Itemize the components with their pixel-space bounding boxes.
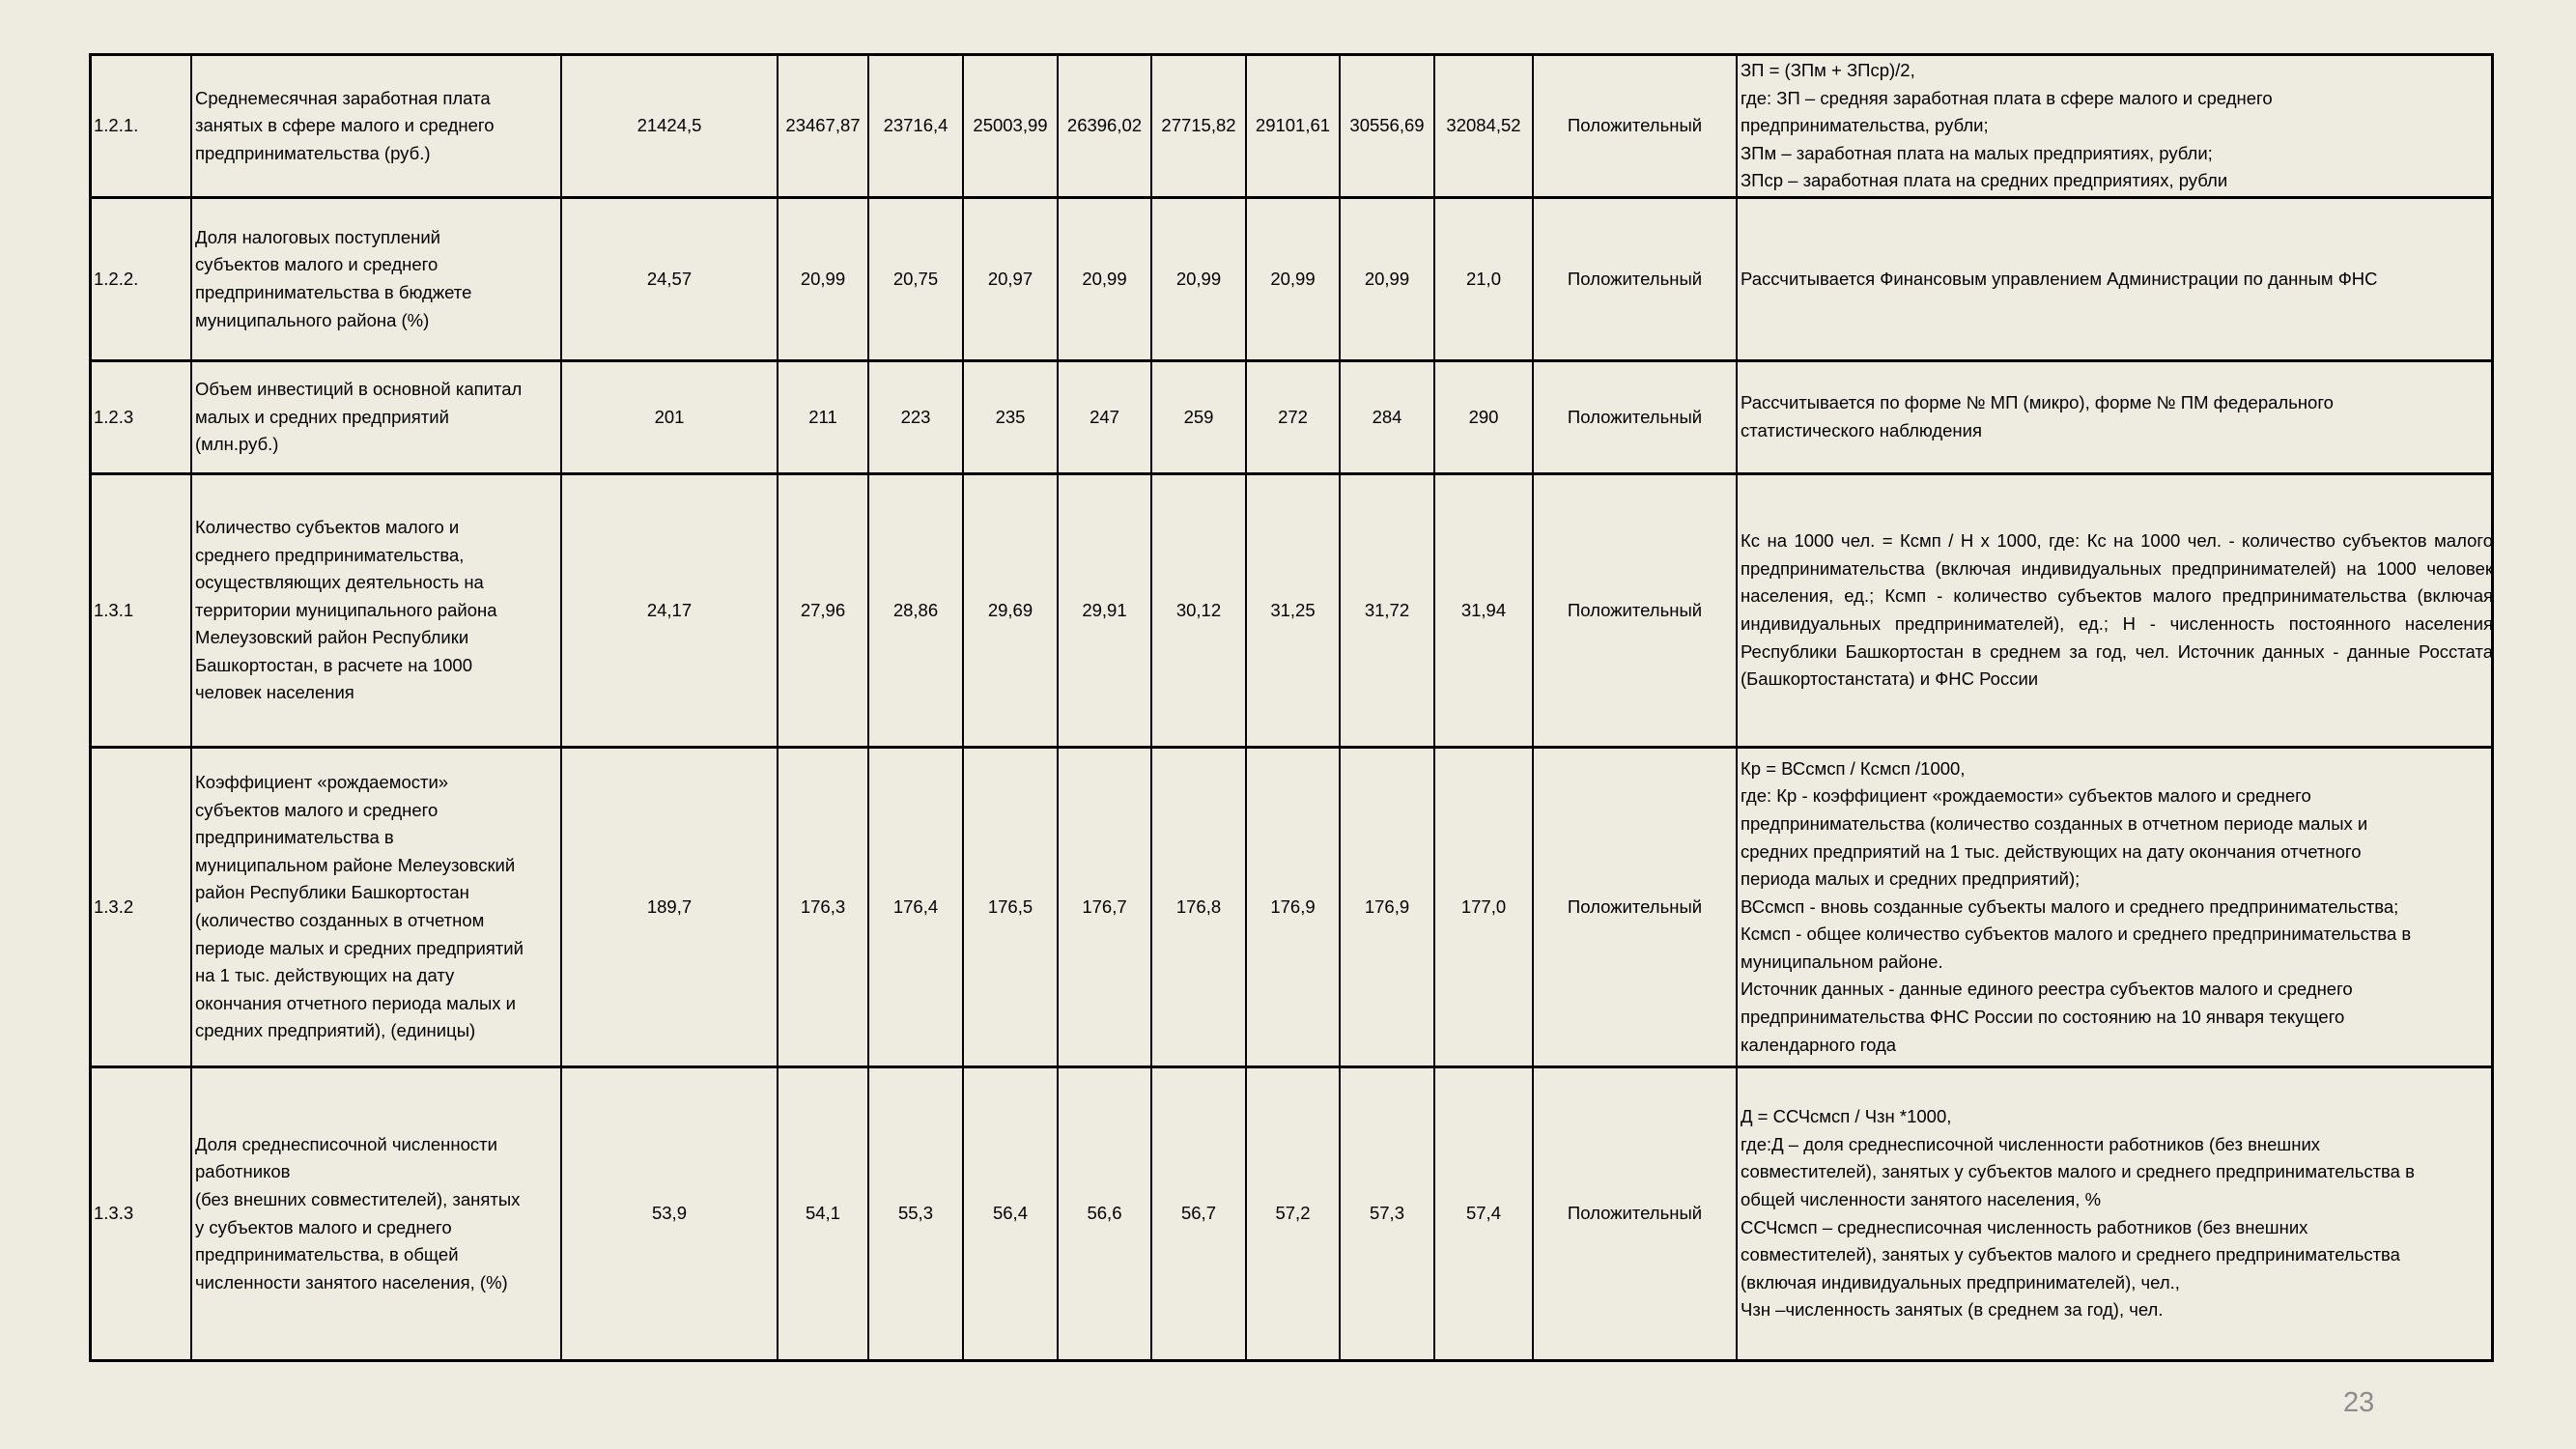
indicator-value: 24,57 bbox=[646, 268, 693, 289]
indicator-value: 177,0 bbox=[1460, 895, 1507, 917]
indicator-value: 290 bbox=[1468, 406, 1499, 427]
indicator-value-cell bbox=[778, 475, 869, 746]
indicators-table bbox=[89, 53, 2494, 1362]
indicator-value: 56,4 bbox=[992, 1203, 1028, 1224]
indicator-method: ЗП = (ЗПм + ЗПср)/2, где: ЗП – средняя заработная плата в сфере малого и среднего предпринимательства, рубли; ЗПм – заработная плата на малых предприятиях, рубли; ЗПср – заработная плата на средних предприятиях, рубли bbox=[1741, 60, 2273, 191]
indicator-value: 176,9 bbox=[1270, 895, 1316, 917]
indicator-value-cell bbox=[1059, 199, 1152, 359]
indicator-value-cell bbox=[869, 749, 964, 1065]
indicator-code: 1.2.3 bbox=[94, 406, 134, 427]
indicator-value: 31,25 bbox=[1270, 599, 1316, 620]
indicator-value: 176,5 bbox=[987, 895, 1033, 917]
indicator-value-cell bbox=[1059, 56, 1152, 196]
indicator-value-cell bbox=[1152, 199, 1247, 359]
indicator-value: 223 bbox=[900, 406, 931, 427]
indicator-method-cell bbox=[1738, 362, 2497, 472]
indicator-value-cell bbox=[964, 1068, 1059, 1359]
indicator-value: 20,97 bbox=[987, 268, 1033, 289]
indicator-value-cell bbox=[562, 199, 778, 359]
indicator-name: Доля среднесписочной численности работников (без внешних совместителей), занятых у субъектов малого и среднего предпринимательства, в общей численности занятого населения, (%) bbox=[195, 1133, 521, 1293]
indicator-value-cell bbox=[869, 56, 964, 196]
indicator-value-cell bbox=[1152, 749, 1247, 1065]
indicator-value-cell bbox=[1059, 749, 1152, 1065]
indicator-value-cell bbox=[964, 475, 1059, 746]
indicator-value: 20,75 bbox=[892, 268, 939, 289]
indicator-value-cell bbox=[1247, 749, 1341, 1065]
indicator-method-cell bbox=[1738, 1068, 2497, 1359]
indicator-value: 57,4 bbox=[1465, 1203, 1501, 1224]
indicator-value-cell bbox=[562, 362, 778, 472]
indicator-value: 32084,52 bbox=[1446, 115, 1521, 136]
indicator-value-cell bbox=[1435, 475, 1534, 746]
indicator-trend-cell bbox=[1534, 1068, 1738, 1359]
indicator-value-cell bbox=[1435, 362, 1534, 472]
indicator-value: 30556,69 bbox=[1349, 115, 1425, 136]
indicator-value-cell bbox=[562, 56, 778, 196]
indicator-value: 284 bbox=[1372, 406, 1402, 427]
indicator-value-cell bbox=[869, 199, 964, 359]
indicator-trend-cell bbox=[1534, 56, 1738, 196]
indicator-value: 235 bbox=[995, 406, 1026, 427]
table-row bbox=[92, 56, 2491, 199]
indicator-value-cell bbox=[1435, 749, 1534, 1065]
indicator-value-cell bbox=[778, 56, 869, 196]
indicator-value: 24,17 bbox=[646, 599, 693, 620]
indicator-value: 20,99 bbox=[1082, 268, 1127, 289]
indicator-trend: Положительный bbox=[1567, 268, 1703, 289]
indicator-value-cell bbox=[964, 749, 1059, 1065]
indicator-name-cell bbox=[192, 199, 562, 359]
indicator-name-cell bbox=[192, 1068, 562, 1359]
table-row bbox=[92, 749, 2491, 1068]
indicator-name-cell bbox=[192, 475, 562, 746]
indicator-value: 31,72 bbox=[1364, 599, 1410, 620]
indicator-value: 20,99 bbox=[1364, 268, 1410, 289]
table-row bbox=[92, 362, 2491, 475]
indicator-value-cell bbox=[1341, 1068, 1435, 1359]
indicator-value: 57,3 bbox=[1369, 1203, 1404, 1224]
indicator-value: 23716,4 bbox=[883, 115, 948, 136]
indicator-value: 29,91 bbox=[1082, 599, 1127, 620]
indicator-name: Доля налоговых поступлений субъектов малого и среднего предпринимательства в бюджете муниципального района (%) bbox=[195, 226, 472, 330]
indicator-value-cell bbox=[778, 362, 869, 472]
indicator-trend: Положительный bbox=[1567, 406, 1703, 427]
indicator-value-cell bbox=[1247, 475, 1341, 746]
indicator-name: Количество субъектов малого и среднего предпринимательства, осуществляющих деятельность на территории муниципального района Мелеузовский район Республики Башкортостан, в расчете на 1000 человек населения bbox=[195, 516, 497, 703]
indicator-value-cell bbox=[562, 1068, 778, 1359]
indicator-value-cell bbox=[1247, 362, 1341, 472]
indicator-value-cell bbox=[1341, 362, 1435, 472]
indicator-name-cell bbox=[192, 749, 562, 1065]
indicator-name-cell bbox=[192, 56, 562, 196]
indicator-value-cell bbox=[1341, 56, 1435, 196]
indicator-value: 28,86 bbox=[892, 599, 939, 620]
indicator-value: 27,96 bbox=[800, 599, 846, 620]
indicator-name: Объем инвестиций в основной капитал малых и средних предприятий (млн.руб.) bbox=[195, 379, 523, 455]
indicator-method-cell bbox=[1738, 56, 2497, 196]
indicator-value-cell bbox=[778, 199, 869, 359]
indicator-value: 53,9 bbox=[651, 1203, 687, 1224]
indicator-value: 31,94 bbox=[1460, 599, 1507, 620]
indicator-value: 176,3 bbox=[800, 895, 846, 917]
indicator-method-cell bbox=[1738, 199, 2497, 359]
indicator-value-cell bbox=[778, 1068, 869, 1359]
indicator-value: 259 bbox=[1183, 406, 1214, 427]
indicator-value-cell bbox=[562, 475, 778, 746]
indicator-value: 20,99 bbox=[800, 268, 846, 289]
indicator-code: 1.2.2. bbox=[94, 268, 139, 289]
indicator-value: 21,0 bbox=[1465, 268, 1501, 289]
indicator-value: 55,3 bbox=[897, 1203, 933, 1224]
indicator-value: 21424,5 bbox=[637, 115, 702, 136]
indicator-value-cell bbox=[1059, 362, 1152, 472]
indicator-code-cell bbox=[92, 1068, 192, 1359]
indicator-value-cell bbox=[1435, 56, 1534, 196]
indicator-value-cell bbox=[869, 1068, 964, 1359]
indicator-name-cell bbox=[192, 362, 562, 472]
indicator-method: Д = ССЧсмсп / Чзн *1000, где:Д – доля среднесписочной численности работников (без внешних совместителей), занятых у субъектов малого и среднего предпринимательства в общей численности занятого населения, % ССЧсмсп – среднесписочная численность работников (без внешних совместителей), занятых у субъектов малого и среднего предпринимательства (включая индивидуальных предпринимателей), чел., Чзн –численность занятых (в среднем за год), чел. bbox=[1741, 1106, 2415, 1321]
indicator-trend-cell bbox=[1534, 475, 1738, 746]
indicator-value-cell bbox=[778, 749, 869, 1065]
indicator-value: 54,1 bbox=[805, 1203, 840, 1224]
indicator-value-cell bbox=[1152, 475, 1247, 746]
indicator-value: 176,7 bbox=[1082, 895, 1127, 917]
indicator-name: Среднемесячная заработная плата занятых в сфере малого и среднего предпринимательства (руб.) bbox=[195, 87, 495, 163]
indicator-value: 20,99 bbox=[1270, 268, 1316, 289]
indicator-value: 56,6 bbox=[1087, 1203, 1122, 1224]
indicator-value-cell bbox=[1247, 56, 1341, 196]
indicator-value-cell bbox=[1059, 475, 1152, 746]
indicator-value-cell bbox=[1152, 56, 1247, 196]
indicator-value-cell bbox=[964, 56, 1059, 196]
indicator-value-cell bbox=[1435, 199, 1534, 359]
indicator-value: 201 bbox=[654, 406, 685, 427]
indicator-value: 176,4 bbox=[892, 895, 939, 917]
indicator-code: 1.3.2 bbox=[94, 895, 134, 917]
indicator-code: 1.2.1. bbox=[94, 115, 139, 136]
table-row bbox=[92, 475, 2491, 749]
indicator-value-cell bbox=[869, 475, 964, 746]
indicator-code-cell bbox=[92, 199, 192, 359]
indicator-code: 1.3.3 bbox=[94, 1203, 134, 1224]
indicator-value-cell bbox=[964, 362, 1059, 472]
indicator-code-cell bbox=[92, 56, 192, 196]
indicator-value: 26396,02 bbox=[1066, 115, 1143, 136]
indicator-value: 272 bbox=[1278, 406, 1308, 427]
indicator-name: Коэффициент «рождаемости» субъектов малого и среднего предпринимательства в муниципальном районе Мелеузовский район Республики Башкортостан (количество созданных в отчетном периоде малых и средних предприятий на 1 тыс. действующих на дату окончания отчетного периода малых и средних предприятий), (единицы) bbox=[195, 772, 524, 1041]
indicator-value: 56,7 bbox=[1180, 1203, 1216, 1224]
indicator-trend: Положительный bbox=[1567, 895, 1703, 917]
indicator-method: Рассчитывается по форме № МП (микро), форме № ПМ федерального статистического наблюдения bbox=[1741, 392, 2334, 440]
indicator-value: 23467,87 bbox=[785, 115, 861, 136]
indicator-value-cell bbox=[869, 362, 964, 472]
table-row bbox=[92, 1068, 2491, 1359]
indicator-value-cell bbox=[562, 749, 778, 1065]
indicator-value: 29101,61 bbox=[1255, 115, 1331, 136]
indicator-value-cell bbox=[1247, 1068, 1341, 1359]
indicator-trend: Положительный bbox=[1567, 115, 1703, 136]
indicator-value-cell bbox=[1435, 1068, 1534, 1359]
indicator-value: 29,69 bbox=[987, 599, 1033, 620]
indicator-method: Кр = ВСсмсп / Ксмсп /1000, где: Кр - коэффициент «рождаемости» субъектов малого и среднего предпринимательства (количество созданных в отчетном периоде малых и средних предприятий на 1 тыс. действующих на дату окончания отчетного периода малых и средних предприятий); ВСсмсп - вновь созданные субъекты малого и среднего предпринимательства; Ксмсп - общее количество субъектов малого и среднего предпринимательства в муниципальном районе. Источник данных - данные единого реестра субъектов малого и среднего предпринимательства ФНС России по состоянию на 10 января текущего календарного года bbox=[1741, 757, 2412, 1055]
indicator-value-cell bbox=[1152, 362, 1247, 472]
indicator-value-cell bbox=[1341, 199, 1435, 359]
indicator-value-cell bbox=[1059, 1068, 1152, 1359]
table-row bbox=[92, 199, 2491, 362]
indicator-value: 30,12 bbox=[1175, 599, 1222, 620]
indicator-value-cell bbox=[1341, 475, 1435, 746]
indicator-value-cell bbox=[964, 199, 1059, 359]
indicator-method-cell bbox=[1738, 749, 2497, 1065]
indicator-value: 27715,82 bbox=[1161, 115, 1236, 136]
indicator-value: 247 bbox=[1090, 406, 1119, 427]
indicator-trend-cell bbox=[1534, 749, 1738, 1065]
indicator-value: 176,8 bbox=[1175, 895, 1222, 917]
indicator-value-cell bbox=[1341, 749, 1435, 1065]
indicator-value: 189,7 bbox=[646, 895, 693, 917]
indicator-value-cell bbox=[1247, 199, 1341, 359]
indicator-code-cell bbox=[92, 749, 192, 1065]
indicator-code-cell bbox=[92, 362, 192, 472]
indicator-trend-cell bbox=[1534, 362, 1738, 472]
indicator-method: Кс на 1000 чел. = Ксмп / Н х 1000, где: Кс на 1000 чел. - количество субъектов малого предпринимательства (включая индивидуальных предпринимателей) на 1000 человек населения, ед.; Ксмп - количество субъектов малого предпринимательства (включая индивидуальных предпринимателей), ед.; Н - численность постоянного населения Республики Башкортостан в среднем за год, чел. Источник данных - данные Росстата (Башкортостанстата) и ФНС России bbox=[1741, 530, 2493, 690]
indicator-code-cell bbox=[92, 475, 192, 746]
indicator-code: 1.3.1 bbox=[94, 599, 134, 620]
page-number: 23 bbox=[2343, 1387, 2375, 1418]
indicator-value: 211 bbox=[808, 406, 837, 427]
indicator-trend: Положительный bbox=[1567, 1203, 1703, 1224]
indicator-method-cell bbox=[1738, 475, 2497, 746]
indicator-value: 176,9 bbox=[1364, 895, 1410, 917]
indicator-trend: Положительный bbox=[1567, 599, 1703, 620]
indicator-value: 25003,99 bbox=[973, 115, 1048, 136]
indicator-value: 20,99 bbox=[1175, 268, 1222, 289]
indicator-method: Рассчитывается Финансовым управлением Администрации по данным ФНС bbox=[1741, 268, 2378, 289]
indicator-trend-cell bbox=[1534, 199, 1738, 359]
indicator-value-cell bbox=[1152, 1068, 1247, 1359]
indicator-value: 57,2 bbox=[1275, 1203, 1311, 1224]
